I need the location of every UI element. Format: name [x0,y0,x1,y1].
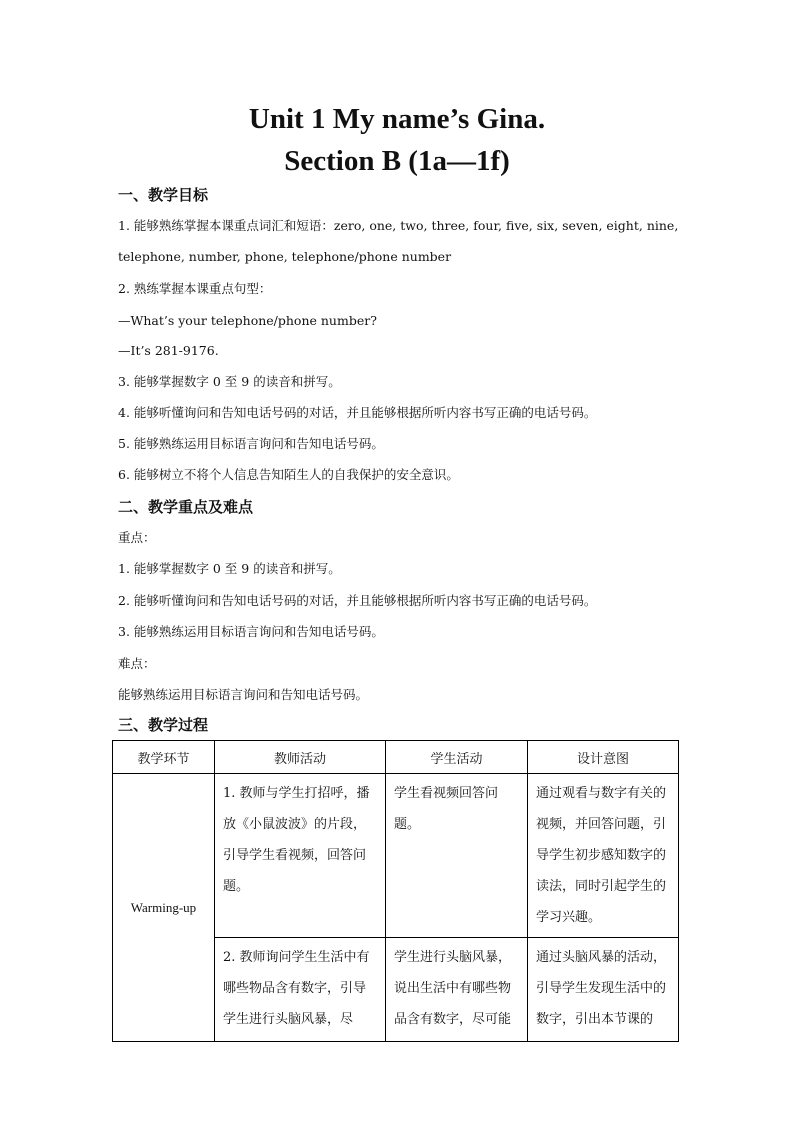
key-point-1: 1. 能够掌握数字 0 至 9 的读音和拼写。 [118,561,341,576]
stage-label: Warming-up [130,899,197,915]
objective-1-continued: telephone, number, phone, telephone/phone number [118,249,452,264]
design-intent-cell [528,938,679,1042]
key-point-3: 3. 能够熟练运用目标语言询问和告知电话号码。 [118,624,384,639]
header-student-activity: 学生活动 [386,741,528,774]
table-row [113,774,679,938]
objective-4: 4. 能够听懂询问和告知电话号码的对话，并且能够根据所听内容书写正确的电话号码。 [118,405,597,420]
key-point-2: 2. 能够听懂询问和告知电话号码的对话，并且能够根据所听内容书写正确的电话号码。 [118,593,597,608]
table-header-row [113,741,679,774]
design-intent-text: 通过头脑风暴的活动，引导学生发现生活中的数字，引出本节课的 [536,950,667,1027]
objective-5: 5. 能够熟练运用目标语言询问和告知电话号码。 [118,436,384,451]
stage-cell [113,774,215,1042]
design-intent-cell [528,774,679,938]
document-subtitle: Section B (1a—1f) [284,145,510,177]
section-heading-key-points: 二、教学重点及难点 [118,498,254,516]
objective-3: 3. 能够掌握数字 0 至 9 的读音和拼写。 [118,374,341,389]
sample-answer: —It’s 281-9176. [118,343,219,358]
objective-6: 6. 能够树立不将个人信息告知陌生人的自我保护的安全意识。 [118,467,459,482]
section-heading-objectives: 一、教学目标 [118,186,209,204]
teacher-activity-text: 2. 教师询问学生生活中有哪些物品含有数字，引导学生进行头脑风暴，尽 [223,950,370,1027]
document-title: Unit 1 My name’s Gina. [248,103,546,135]
teacher-activity-text: 1. 教师与学生打招呼，播放《小鼠波波》的片段，引导学生看视频，回答问题。 [223,786,370,894]
sample-question: —What’s your telephone/phone number? [118,313,377,328]
header-stage: 教学环节 [113,741,215,774]
objective-2: 2. 熟练掌握本课重点句型： [118,281,272,296]
student-activity-text: 学生看视频回答问题。 [394,786,499,832]
student-activity-cell [386,938,528,1042]
design-intent-text: 通过观看与数字有关的视频，并回答问题，引导学生初步感知数字的读法，同时引起学生的学习兴趣。 [536,786,667,925]
student-activity-cell [386,774,528,938]
teaching-process-table [112,740,679,1042]
objective-1: 1. 能够熟练掌握本课重点词汇和短语：zero, one, two, three, four, five, six, seven, eight, nine, [118,218,679,233]
header-design-intent: 设计意图 [528,741,679,774]
difficult-point-1: 能够熟练运用目标语言询问和告知电话号码。 [118,687,369,702]
section-heading-process: 三、教学过程 [118,716,209,734]
difficult-points-label: 难点： [118,656,156,671]
teacher-activity-cell [215,774,386,938]
teacher-activity-cell [215,938,386,1042]
key-points-label: 重点： [118,530,156,545]
header-teacher-activity: 教师活动 [215,741,386,774]
student-activity-text: 学生进行头脑风暴，说出生活中有哪些物品含有数字，尽可能 [394,950,512,1027]
